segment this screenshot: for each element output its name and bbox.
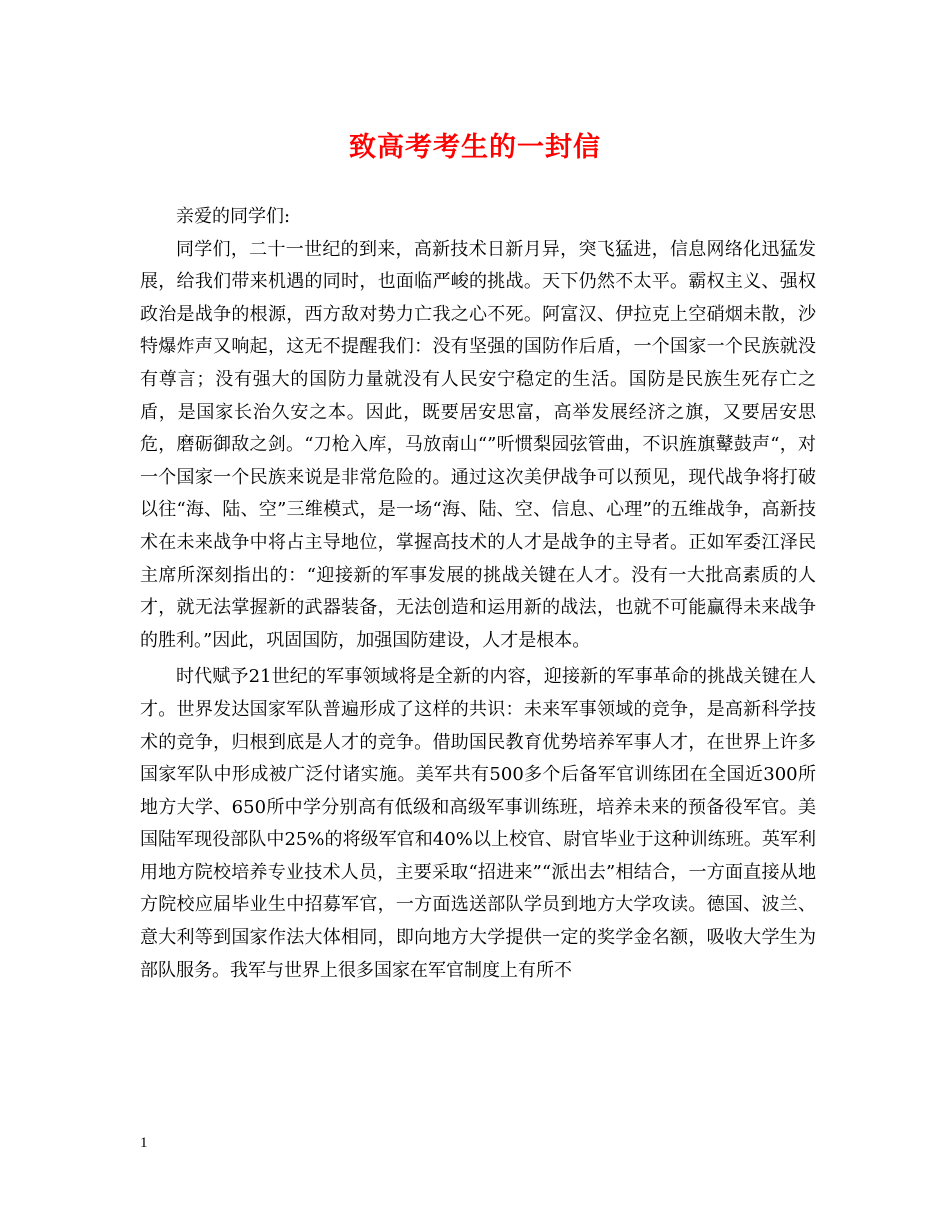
paragraph-1: 同学们，二十一世纪的到来，高新技术日新月异，突飞猛进，信息网络化迅猛发展，给我们带来机遇的同时，也面临严峻的挑战。天下仍然不太平。霸权主义、强权政治是战争的根源，西方敌对势力亡我之心不死。阿富汉、伊拉克上空硝烟未散，沙特爆炸声又响起，这无不提醒我们：没有坚强的国防作后盾，一个国家一个民族就没有尊言；没有强大的国防力量就没有人民安宁稳定的生活。国防是民族生死存亡之盾，是国家长治久安之本。因此，既要居安思富，高举发展经济之旗，又要居安思危，磨砺御敌之剑。“刀枪入库，马放南山“”听惯梨园弦管曲，不识旌旗鼙鼓声“，对一个国家一个民族来说是非常危险的。通过这次美伊战争可以预见，现代战争将打破以往“海、陆、空”三维模式，是一场“海、陆、空、信息、心理”的五维战争，高新技术在未来战争中将占主导地位，掌握高技术的人才是战争的主导者。正如军委江泽民主席所深刻指出的：“迎接新的军事发展的挑战关键在人才。没有一大批高素质的人才，就无法掌握新的武器装备，无法创造和运用新的战法，也就不可能赢得未来战争的胜利。”因此，巩固国防，加强国防建设，人才是根本。 — [140, 238, 816, 651]
document-body — [140, 201, 816, 987]
document-title: 致高考考生的一封信 — [349, 132, 601, 163]
page-number: 1 — [140, 1135, 148, 1151]
greeting: 亲爱的同学们: — [176, 206, 291, 227]
paragraph-2: 时代赋予21世纪的军事领域将是全新的内容，迎接新的军事革命的挑战关键在人才。世界发达国家军队普遍形成了这样的共识：未来军事领域的竞争，是高新科学技术的竞争，归根到底是人才的竞争。借助国民教育优势培养军事人才，在世界上许多国家军队中形成被广泛付诸实施。美军共有500多个后备军官训练团在全国近300所地方大学、650所中学分别高有低级和高级军事训练班，培养未来的预备役军官。美国陆军现役部队中25%的将级军官和40%以上校官、尉官毕业于这种训练班。英军利用地方院校培养专业技术人员，主要采取“招进来”“派出去”相结合，一方面直接从地方院校应届毕业生中招募军官，一方面选送部队学员到地方大学攻读。德国、波兰、意大利等到国家作法大体相同，即向地方大学提供一定的奖学金名额，吸收大学生为部队服务。我军与世界上很多国家在军官制度上有所不 — [140, 666, 816, 981]
